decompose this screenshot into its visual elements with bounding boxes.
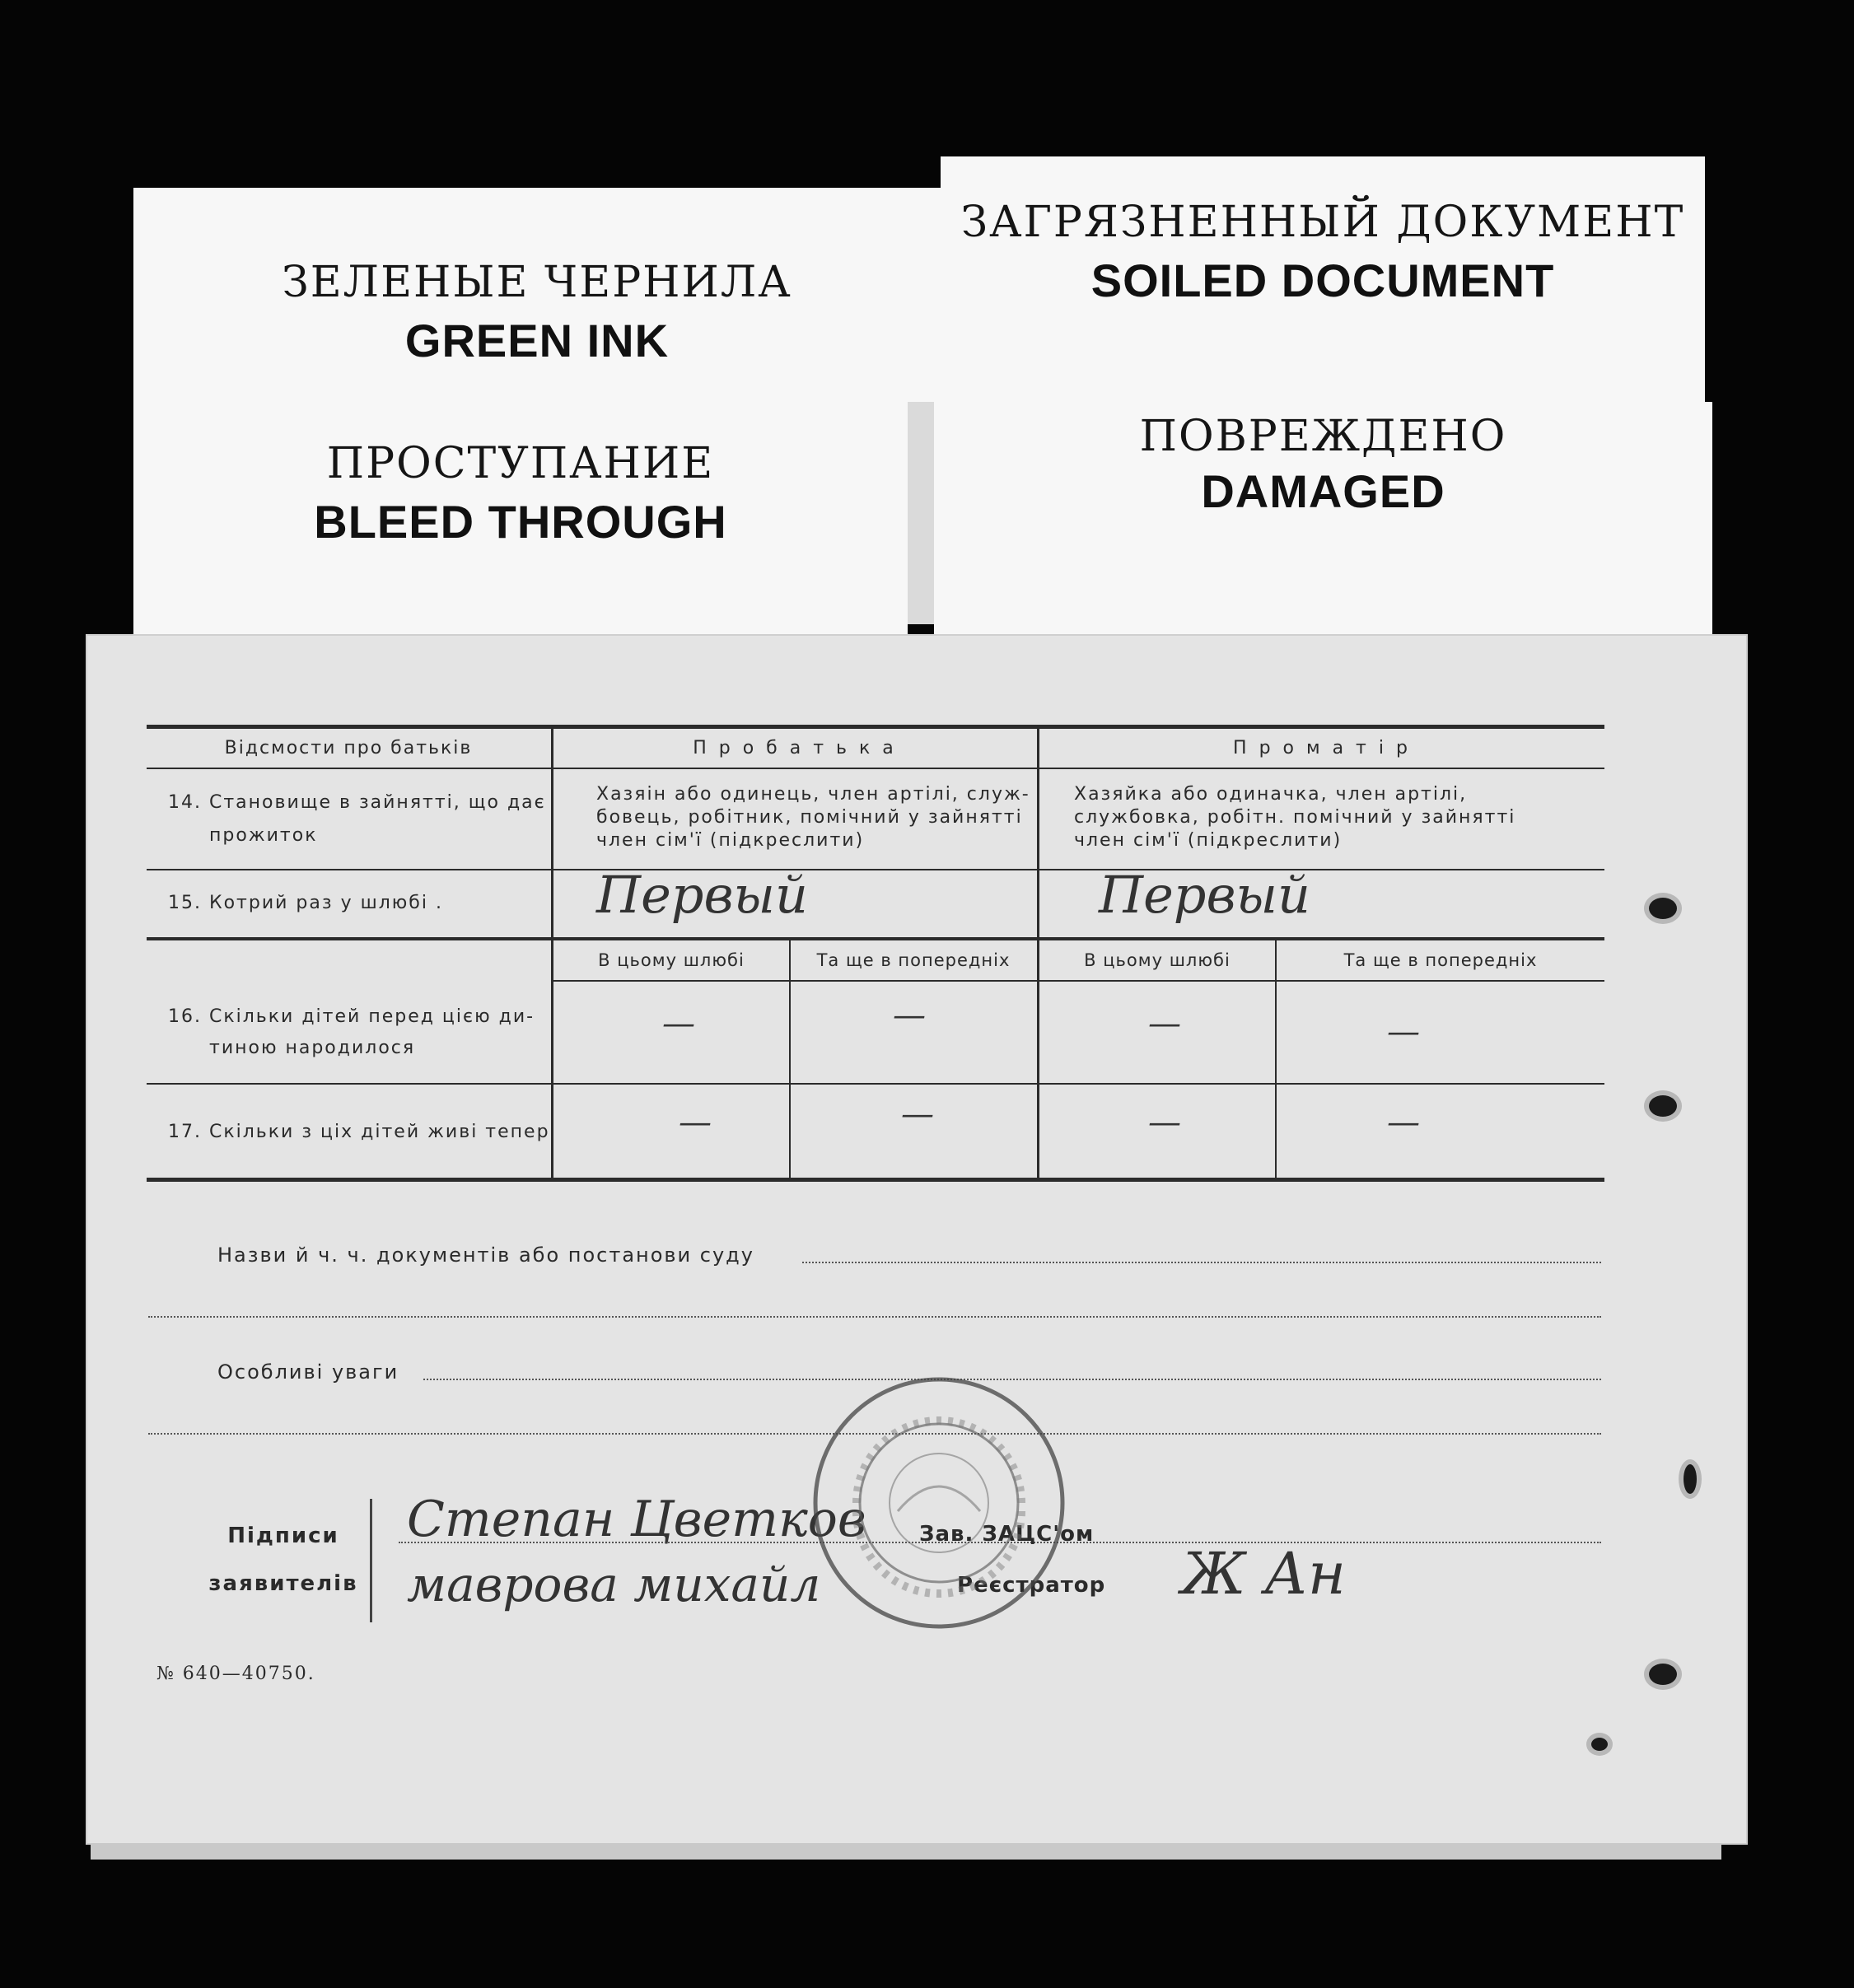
row14-father-line2: бовець, робітник, помічний у зайнятті bbox=[596, 807, 1023, 828]
registration-form-page bbox=[86, 634, 1748, 1845]
row17-father-previous: — bbox=[901, 1095, 934, 1133]
signatures-label: Підписи bbox=[227, 1524, 339, 1548]
signatures-brace bbox=[370, 1499, 372, 1622]
damaged-label-ru: ПОВРЕЖДЕНО bbox=[1139, 412, 1507, 461]
notes-label: Особливі уваги bbox=[217, 1360, 399, 1384]
row17-mother-previous: — bbox=[1387, 1104, 1420, 1141]
bleed-through-label-ru: ПРОСТУПАНИЕ bbox=[326, 439, 715, 488]
row14-label-cont: прожиток bbox=[209, 825, 318, 846]
card-divider bbox=[908, 402, 934, 624]
row17-father-this: — bbox=[679, 1104, 712, 1141]
applicant-signature-1: Степан Цветков bbox=[407, 1491, 866, 1548]
damaged-target-card bbox=[934, 402, 1712, 649]
table-bottom-rule bbox=[147, 1178, 1604, 1182]
green-ink-target-card bbox=[133, 188, 941, 410]
table-top-rule bbox=[147, 725, 1604, 729]
form-number: № 640—40750. bbox=[156, 1664, 315, 1684]
row16-father-previous: — bbox=[893, 996, 926, 1034]
row14-father-line1: Хазяін або одинець, член артілі, служ- bbox=[596, 784, 1030, 805]
binding-hole bbox=[1591, 1738, 1608, 1751]
binding-hole bbox=[1649, 1095, 1677, 1117]
table-header-rule bbox=[147, 768, 1604, 769]
binding-hole bbox=[1649, 1664, 1677, 1685]
row15-father-value: Первый bbox=[596, 865, 808, 925]
mother-in-this-marriage: В цьому шлюбі bbox=[1084, 950, 1231, 970]
green-ink-label-ru: ЗЕЛЕНЫЕ ЧЕРНИЛА bbox=[282, 258, 792, 307]
col-divider-mother bbox=[1275, 940, 1277, 1179]
header-parents-info: Відсмости про батьків bbox=[224, 738, 473, 758]
signatures-label-cont: заявителів bbox=[208, 1571, 358, 1596]
row16-bottom-rule bbox=[147, 1083, 1604, 1085]
applicant-signature-2: маврова михайл bbox=[407, 1556, 821, 1612]
row17-mother-this: — bbox=[1148, 1104, 1181, 1141]
father-in-previous: Та ще в попередніх bbox=[816, 950, 1011, 970]
registrar-label: Реєстратор bbox=[957, 1573, 1106, 1598]
bleed-through-label-en: BLEED THROUGH bbox=[314, 496, 727, 548]
damaged-label-en: DAMAGED bbox=[1201, 465, 1445, 517]
mother-in-previous: Та ще в попередніх bbox=[1343, 950, 1538, 970]
binding-hole bbox=[1649, 898, 1677, 919]
row15-mother-value: Первый bbox=[1099, 865, 1310, 925]
row14-mother-line1: Хазяйка або одиначка, член артілі, bbox=[1074, 784, 1468, 805]
documents-line-2 bbox=[148, 1316, 1601, 1318]
row14-father-line3: член сім'ї (підкреслити) bbox=[596, 830, 865, 851]
documents-line bbox=[802, 1262, 1601, 1263]
row16-mother-previous: — bbox=[1387, 1013, 1420, 1051]
header-mother: П р о м а т і р bbox=[1233, 738, 1411, 758]
soiled-document-target-card bbox=[941, 156, 1705, 404]
bleed-through-target-card bbox=[133, 402, 908, 649]
father-in-this-marriage: В цьому шлюбі bbox=[598, 950, 745, 970]
col-divider-father bbox=[789, 940, 791, 1179]
row16-label: 16. Скільки дітей перед цією ди- bbox=[168, 1006, 535, 1027]
header-father: П р о б а т ь к а bbox=[693, 738, 897, 758]
official-stamp-seal bbox=[807, 1371, 1071, 1635]
row16-mother-this: — bbox=[1148, 1005, 1181, 1043]
soiled-document-label-en: SOILED DOCUMENT bbox=[1090, 254, 1555, 306]
row15-label: 15. Котрий раз у шлюбі . bbox=[168, 893, 443, 913]
row16-father-this: — bbox=[662, 1005, 695, 1043]
row14-bottom-rule bbox=[147, 869, 1604, 870]
form-page-edge bbox=[91, 1843, 1721, 1860]
registry-head-label: Зав. ЗАЦС'ом bbox=[919, 1522, 1095, 1547]
row16-label-cont: тиною народилося bbox=[209, 1038, 416, 1058]
row15-bottom-rule bbox=[147, 937, 1604, 940]
binding-hole bbox=[1684, 1464, 1697, 1494]
row14-label: 14. Становище в зайнятті, що дає bbox=[168, 792, 546, 813]
green-ink-label-en: GREEN INK bbox=[404, 315, 670, 366]
subheader-rule bbox=[551, 980, 1604, 982]
registrar-signature: Ж Ан bbox=[1181, 1540, 1347, 1608]
soiled-document-label-ru: ЗАГРЯЗНЕННЫЙ ДОКУМЕНТ bbox=[960, 198, 1685, 247]
row17-label: 17. Скільки з ціх дітей живі тепер bbox=[168, 1122, 550, 1142]
documents-label: Назви й ч. ч. документів або постанови суду bbox=[217, 1244, 754, 1267]
row14-mother-line2: службовка, робітн. помічний у зайнятті bbox=[1074, 807, 1516, 828]
row14-mother-line3: член сім'ї (підкреслити) bbox=[1074, 830, 1343, 851]
